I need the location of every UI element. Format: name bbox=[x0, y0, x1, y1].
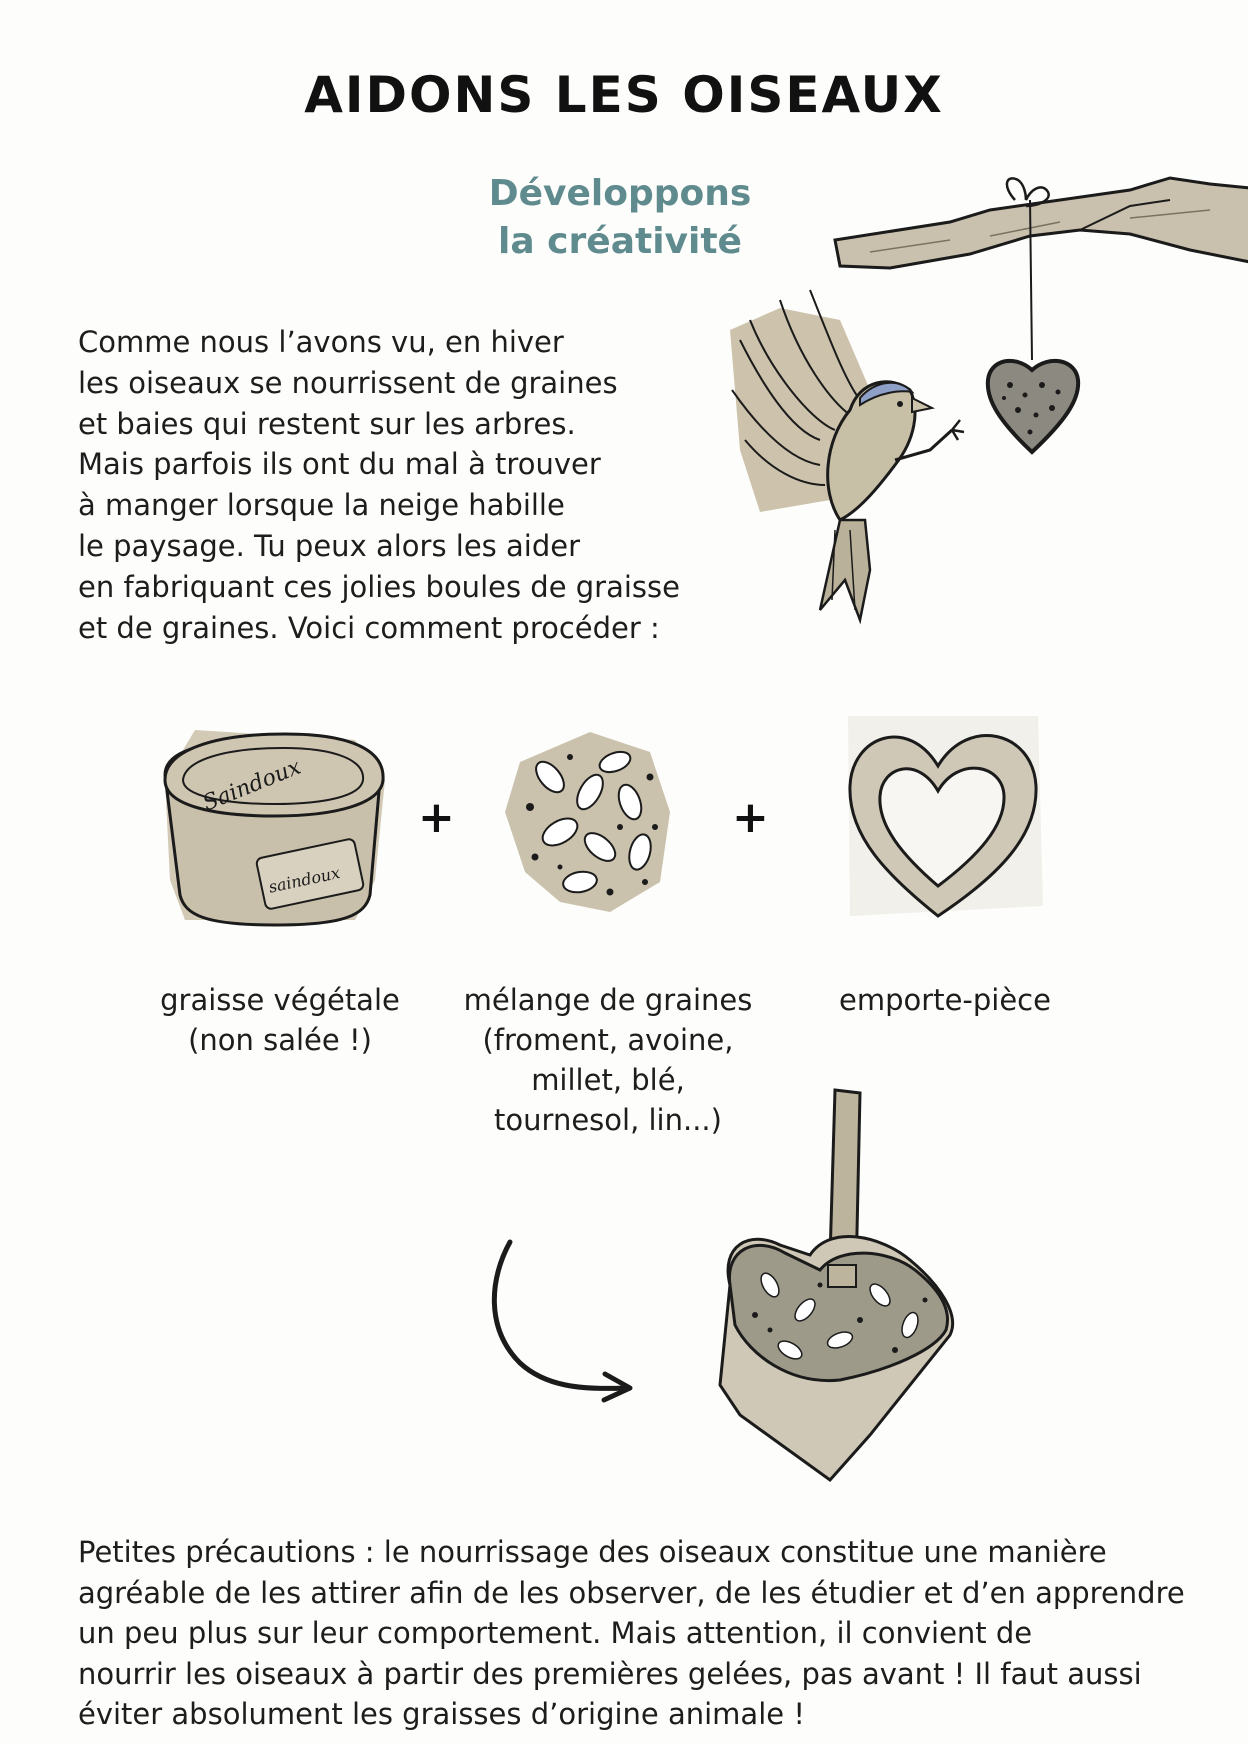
caption-line: emporte-pièce bbox=[839, 983, 1051, 1017]
intro-paragraph bbox=[78, 322, 698, 648]
caption-line: tournesol, lin...) bbox=[494, 1103, 722, 1137]
bird-icon bbox=[720, 280, 1000, 640]
footer-line: Petites précautions : le nourrissage des oiseaux constitue une manière bbox=[78, 1535, 1107, 1569]
seed-mix-icon bbox=[500, 732, 680, 912]
plus-sign: + bbox=[418, 792, 455, 843]
caption-line: mélange de graines bbox=[463, 983, 753, 1017]
caption-line: (froment, avoine, bbox=[482, 1023, 734, 1057]
caption-line: (non salée !) bbox=[188, 1023, 372, 1057]
intro-line: à manger lorsque la neige habille bbox=[78, 488, 565, 523]
subtitle-line-2: la créativité bbox=[498, 221, 742, 262]
caption-line: millet, blé, bbox=[531, 1063, 685, 1097]
footer-line: éviter absolument les graisses d’origine animale ! bbox=[78, 1697, 805, 1732]
arrow-icon bbox=[480, 1238, 640, 1408]
caption-cutter bbox=[800, 980, 1090, 1020]
heart-cutter-icon bbox=[838, 706, 1048, 926]
page-title: AIDONS LES OISEAUX bbox=[304, 66, 944, 124]
intro-line: les oiseaux se nourrissent de graines bbox=[78, 365, 618, 400]
precautions-paragraph bbox=[78, 1532, 1198, 1735]
fat-tub-icon bbox=[155, 720, 395, 940]
caption-fat bbox=[130, 980, 430, 1060]
subtitle-line-1: Développons bbox=[488, 173, 752, 214]
subtitle bbox=[430, 170, 810, 266]
intro-line: le paysage. Tu peux alors les aider bbox=[78, 528, 580, 563]
caption-line: graisse végétale bbox=[160, 983, 400, 1017]
intro-line: en fabriquant ces jolies boules de graisse bbox=[78, 569, 680, 604]
intro-line: et baies qui restent sur les arbres. bbox=[78, 406, 576, 441]
intro-line: et de graines. Voici comment procéder : bbox=[78, 610, 660, 645]
plus-sign: + bbox=[732, 792, 769, 843]
footer-line: nourrir les oiseaux à partir des premières gelées, pas avant ! Il faut aussi bbox=[78, 1656, 1142, 1691]
footer-line: un peu plus sur leur comportement. Mais attention, il convient de bbox=[78, 1616, 1033, 1651]
intro-line: Comme nous l’avons vu, en hiver bbox=[78, 325, 564, 359]
footer-line: agréable de les attirer afin de les observer, de les étudier et d’en apprendre bbox=[78, 1575, 1185, 1610]
intro-line: Mais parfois ils ont du mal à trouver bbox=[78, 447, 601, 482]
tub-side-label: saindoux bbox=[266, 863, 342, 897]
filled-heart-feeder-icon bbox=[710, 1085, 970, 1485]
tub-lid-label: Saindoux bbox=[199, 754, 305, 817]
